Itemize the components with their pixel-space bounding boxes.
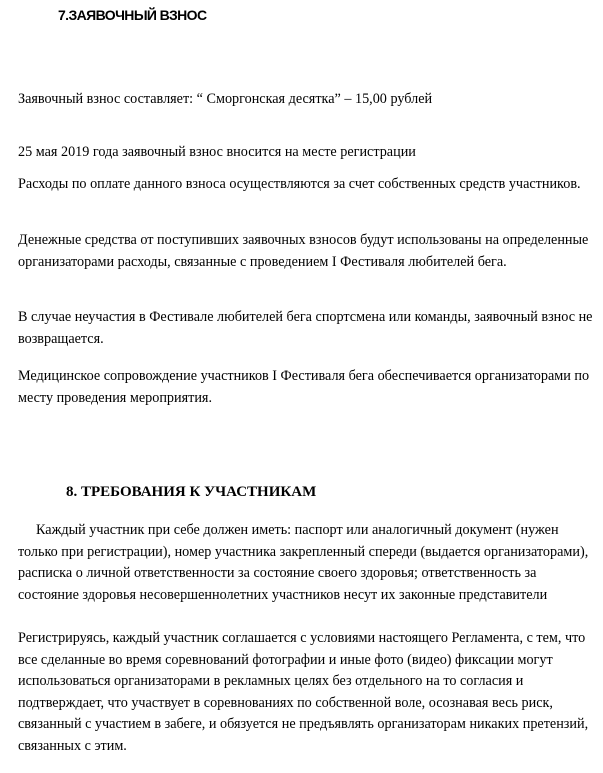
participant-requirements-paragraph: Каждый участник при себе должен иметь: паспорт или аналогичный документ (нужен только при регистрации), номер участника закрепленный спереди (выдается организаторами), расписка о личной ответственности за состояние своего здоровья; ответственность за состояние здоровья несовершеннолетних участников несут их законные представители	[18, 522, 589, 603]
entry-fee-amount-paragraph: Заявочный взнос составляет: “ Сморгонская десятка” – 15,00 рублей	[18, 91, 433, 107]
no-refund-paragraph: В случае неучастия в Фестивале любителей бега спортсмена или команды, заявочный взнос не возвращается.	[18, 309, 593, 347]
medical-support-paragraph: Медицинское сопровождение участников I Фестиваля бега обеспечивается организаторами по месту проведения мероприятия.	[18, 368, 590, 406]
section-7-heading: 7.ЗАЯВОЧНЫЙ ВЗНОС	[58, 7, 207, 23]
section-8-heading: 8. ТРЕБОВАНИЯ К УЧАСТНИКАМ	[66, 484, 317, 500]
participant-consent-paragraph: Регистрируясь, каждый участник соглашается с условиями настоящего Регламента, с тем, что все сделанные во время соревнований фотографии и иные фото (видео) фиксации могут использоваться организаторами в рекламных целях без отдельного на то согласия и подтверждает, что участвует в соревнованиях по собственной воле, осознавая весь риск, связанный с участием в забеге, и обязуется не предъявлять организаторам никаких претензий, связанных с этим.	[18, 630, 589, 754]
registration-date-paragraph: 25 мая 2019 года заявочный взнос вносится на месте регистрации	[18, 144, 416, 160]
funds-usage-paragraph: Денежные средства от поступивших заявочных взносов будут использованы на определенные организаторами расходы, связанные с проведением I Фестиваля любителей бега.	[18, 232, 589, 270]
expenses-paragraph: Расходы по оплате данного взноса осуществляются за счет собственных средств участников.	[18, 176, 581, 192]
